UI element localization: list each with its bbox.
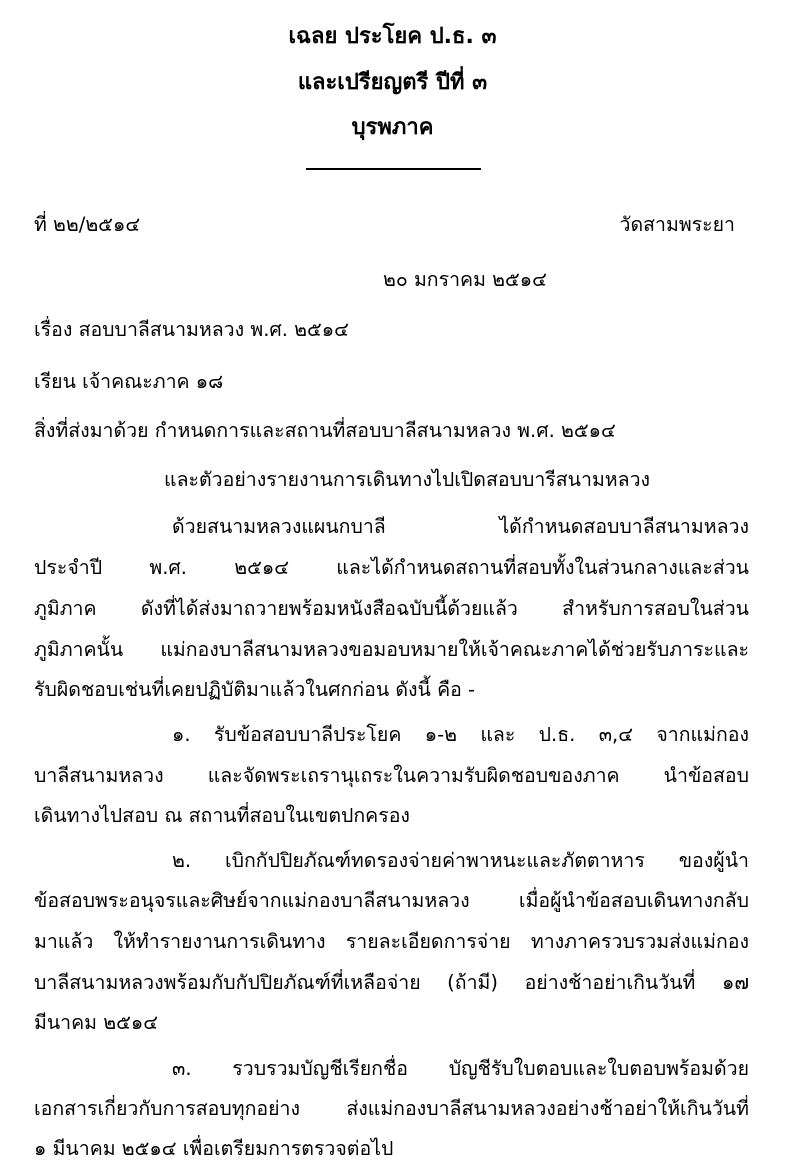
document-title-line-3: บุรพภาค: [351, 115, 434, 140]
letter-recipient: เรียน เจ้าคณะภาค ๑๘: [34, 370, 224, 393]
item-3-line: ๓. รวบรวมบัญชีเรียกชื่อ บัญชีรับใบตอบและใบตอบพร้อมด้วย: [172, 1057, 749, 1080]
enclosure-line-1: สิ่งที่ส่งมาด้วย กำหนดการและสถานที่สอบบาลีสนามหลวง พ.ศ. ๒๕๑๔: [34, 419, 616, 442]
intro-paragraph-line: ภูมิภาคนั้น แม่กองบาลีสนามหลวงขอมอบหมายให้เจ้าคณะภาคได้ช่วยรับภาระและ: [34, 638, 749, 661]
intro-paragraph-line: รับผิดชอบเช่นที่เคยปฏิบัติมาแล้วในศกก่อน ดังนี้ คือ -: [34, 678, 476, 701]
item-2-line: มาแล้ว ให้ทำรายงานการเดินทาง รายละเอียดการจ่าย ทางภาครวบรวมส่งแม่กอง: [34, 930, 749, 953]
letter-subject: เรื่อง สอบบาลีสนามหลวง พ.ศ. ๒๕๑๔: [34, 318, 349, 341]
enclosure-line-2: และตัวอย่างรายงานการเดินทางไปเปิดสอบบารีสนามหลวง: [164, 468, 651, 491]
sender-temple: วัดสามพระยา: [619, 213, 735, 236]
item-1-line: เดินทางไปสอบ ณ สถานที่สอบในเขตปกครอง: [34, 804, 410, 827]
item-2-line: บาลีสนามหลวงพร้อมกับกัปปิยภัณฑ์ที่เหลือจ่าย (ถ้ามี) อย่างช้าอย่าเกินวันที่ ๑๗: [34, 971, 749, 994]
item-3-line: ๑ มีนาคม ๒๕๑๔ เพื่อเตรียมการตรวจต่อไป: [34, 1137, 394, 1160]
title-underline-divider: [306, 168, 481, 170]
reference-number: ที่ ๒๒/๒๕๑๔: [34, 213, 141, 236]
intro-paragraph-line: ด้วยสนามหลวงแผนกบาลี ได้กำหนดสอบบาลีสนามหลวง: [172, 515, 749, 538]
document-title-line-2: และเปรียญตรี ปีที่ ๓: [297, 70, 488, 95]
document-title-line-1: เฉลย ประโยค ป.ธ. ๓: [288, 24, 497, 49]
item-1-line: บาลีสนามหลวง และจัดพระเถรานุเถระในความรับผิดชอบของภาค นำข้อสอบ: [34, 764, 749, 787]
intro-paragraph-line: ภูมิภาค ดังที่ได้ส่งมาถวายพร้อมหนังสือฉบับนี้ด้วยแล้ว สำหรับการสอบในส่วน: [34, 597, 749, 620]
item-2-line: ๒. เบิกกัปปิยภัณฑ์ทดรองจ่ายค่าพาหนะและภัตตาหาร ของผู้นำ: [172, 849, 749, 872]
letter-date: ๒๐ มกราคม ๒๕๑๔: [383, 268, 547, 291]
item-2-line: มีนาคม ๒๕๑๔: [34, 1011, 158, 1034]
item-1-line: ๑. รับข้อสอบบาลีประโยค ๑-๒ และ ป.ธ. ๓,๔ จากแม่กอง: [172, 723, 749, 746]
intro-paragraph-line: ประจำปี พ.ศ. ๒๕๑๔ และได้กำหนดสถานที่สอบทั้งในส่วนกลางและส่วน: [34, 556, 749, 579]
item-3-line: เอกสารเกี่ยวกับการสอบทุกอย่าง ส่งแม่กองบาลีสนามหลวงอย่างช้าอย่าให้เกินวันที่: [34, 1097, 749, 1120]
item-2-line: ข้อสอบพระอนุจรและศิษย์จากแม่กองบาลีสนามหลวง เมื่อผู้นำข้อสอบเดินทางกลับ: [34, 889, 749, 912]
